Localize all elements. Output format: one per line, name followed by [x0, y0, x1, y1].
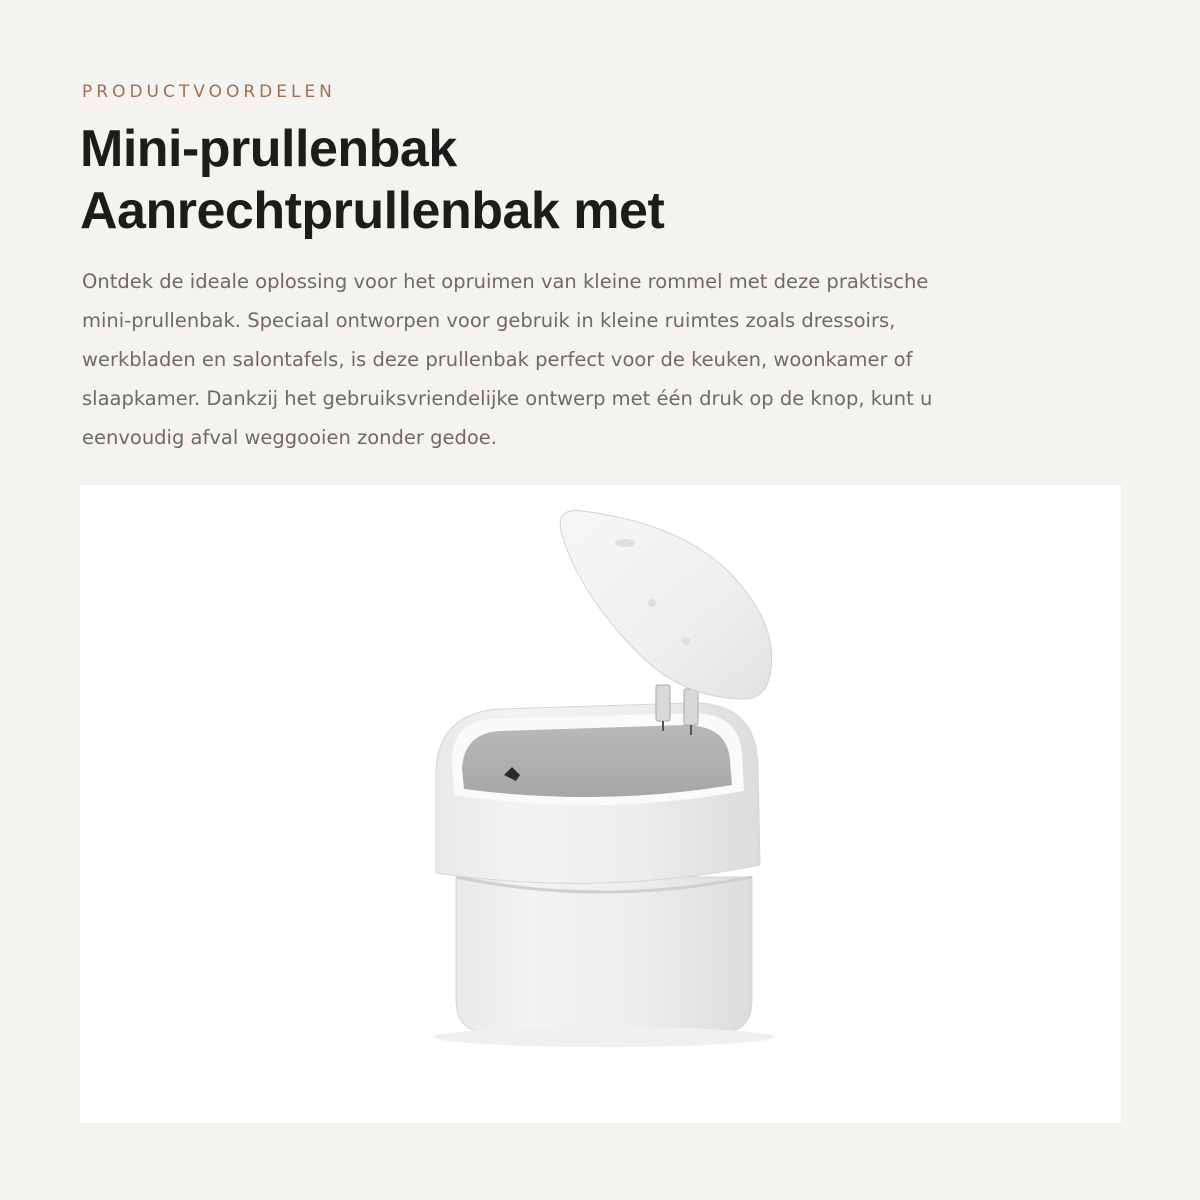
lid-button-mark — [615, 539, 635, 547]
bin-inner-bucket — [462, 725, 732, 797]
lid-dot-2 — [682, 637, 690, 645]
trash-bin-illustration — [80, 485, 1121, 1123]
bin-shadow — [434, 1027, 774, 1047]
description-line-2: mini-prullenbak. Speciaal ontworpen voor gebruik in kleine ruimtes zoals dressoirs, — [82, 309, 896, 332]
eyebrow-label: PRODUCTVOORDELEN — [82, 82, 336, 102]
page-title — [80, 118, 664, 242]
bin-lower-body — [456, 877, 752, 1033]
title-line-2: Aanrechtprullenbak met — [80, 182, 665, 240]
product-description — [82, 262, 1092, 457]
description-line-1: Ontdek de ideale oplossing voor het opruimen van kleine rommel met deze praktische — [82, 270, 929, 293]
description-line-3: werkbladen en salontafels, is deze prullenbak perfect voor de keuken, woonkamer of — [82, 348, 913, 371]
bin-open-lid — [560, 511, 771, 700]
title-line-1: Mini-prullenbak — [80, 120, 457, 178]
description-line-4: slaapkamer. Dankzij het gebruiksvriendelijke ontwerp met één druk op de knop, kunt u — [82, 387, 933, 410]
lid-dot-1 — [648, 599, 656, 607]
description-line-5: eenvoudig afval weggooien zonder gedoe. — [82, 426, 498, 449]
product-image-card — [80, 485, 1121, 1123]
